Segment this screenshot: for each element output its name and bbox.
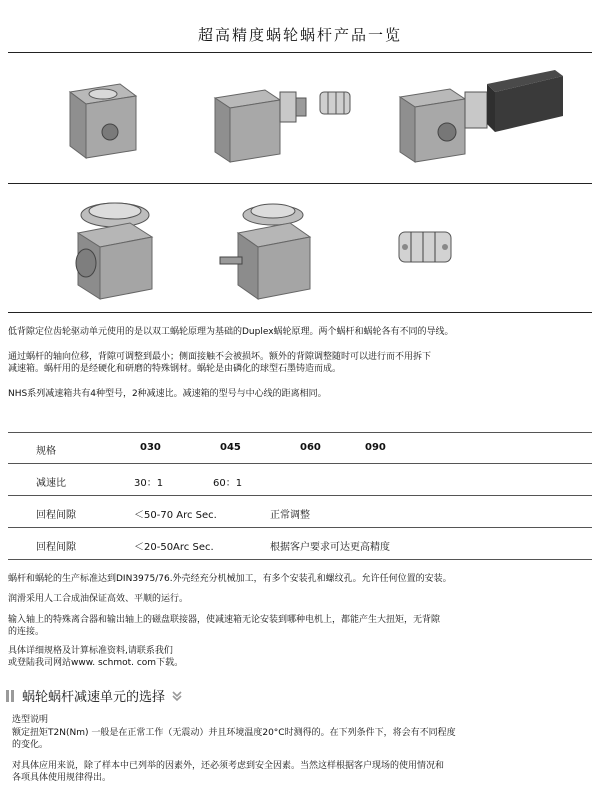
selection-paragraph-2a: 对具体应用来说，除了样本中已列举的因素外，还必须考虑到安全因素。当然这样根据客户现场的使用情况和	[12, 761, 445, 771]
page-title: 超高精度蜗轮蜗杆产品一览	[197, 26, 402, 44]
spec-label: 规格	[36, 446, 56, 457]
note-4a: 具体详细规格及计算标准资料,请联系我们	[8, 646, 173, 656]
spec-value: 060	[300, 442, 321, 453]
intro-paragraph-2b: 减速箱。蜗杆用的是经硬化和研磨的特殊钢材。蜗轮是由磷化的球型石墨铸造而成。	[8, 364, 342, 374]
spec-label: 减速比	[36, 478, 66, 489]
note-3b: 的连接。	[8, 627, 45, 637]
spec-value: 正常调整	[270, 510, 310, 521]
spec-table-bottom-border	[8, 559, 592, 560]
intro-paragraph-1: 低背隙定位齿轮驱动单元使用的是以双工蜗轮原理为基础的Duplex蜗轮原理。两个蜗杆和蜗轮各有不同的导线。	[8, 327, 454, 337]
spec-row-backlash-high	[8, 532, 592, 556]
double-chevron-down-icon	[171, 690, 183, 702]
spec-row-divider	[8, 527, 592, 528]
product-gearbox-shaft	[218, 193, 328, 303]
intro-paragraph-2a: 通过蜗杆的轴向位移，背隙可调整到最小；侧面接触不会被损坏。额外的背隙调整随时可以进行而不用拆下	[8, 352, 432, 362]
spec-row-size	[8, 436, 592, 460]
product-gearbox-flange	[60, 193, 170, 303]
note-4b: 或登陆我司网站www. schmot. com下载。	[8, 658, 184, 668]
selection-paragraph-2b: 各项具体使用规律得出。	[12, 773, 112, 783]
spec-value: ＜50-70 Arc Sec.	[134, 510, 217, 521]
selection-paragraph-1a: 额定扭矩T2N(Nm) 一般是在正常工作（无震动）并且环境温度20°C时测得的。在下列条件下，将会有不同程度	[12, 728, 456, 738]
spec-row-divider	[8, 495, 592, 496]
product-coupling	[395, 224, 455, 274]
spec-value: 030	[140, 442, 161, 453]
spec-value: 090	[365, 442, 386, 453]
intro-paragraph-3: NHS系列减速箱共有4种型号，2种减速比。减速箱的型号与中心线的距离相同。	[8, 389, 327, 399]
section-bars-icon	[6, 690, 14, 702]
selection-subtitle: 选型说明	[12, 715, 49, 725]
spec-table-top-border	[8, 432, 592, 433]
spec-label: 回程间隙	[36, 510, 76, 521]
spec-value: 045	[220, 442, 241, 453]
note-3a: 输入轴上的特殊离合器和输出轴上的磁盘联接器，使减速箱无论安装到哪种电机上，都能产生大扭矩，无背隙	[8, 615, 441, 625]
spec-row-divider	[8, 463, 592, 464]
product-gearbox-shaft-coupling	[210, 78, 360, 168]
spec-value: 30：1	[134, 478, 164, 489]
spec-value: ＜20-50Arc Sec.	[134, 542, 214, 553]
selection-title: 蜗轮蜗杆减速单元的选择	[22, 690, 166, 705]
spec-label: 回程间隙	[36, 542, 76, 553]
intro-divider	[8, 312, 592, 313]
spec-row-ratio	[8, 468, 592, 492]
selection-section-header	[6, 686, 183, 705]
title-divider	[8, 52, 592, 53]
spec-value: 根据客户要求可达更高精度	[270, 542, 390, 553]
product-gearbox-top	[60, 72, 140, 162]
selection-paragraph-1b: 的变化。	[12, 740, 49, 750]
spec-value: 60：1	[213, 478, 243, 489]
products-divider	[8, 183, 592, 184]
product-gearbox-with-motor	[395, 62, 565, 172]
note-1: 蜗杆和蜗轮的生产标准达到DIN3975/76.外壳经充分机械加工，有多个安装孔和螺纹孔。允许任何位置的安装。	[8, 574, 452, 584]
spec-row-backlash-normal	[8, 500, 592, 524]
note-2: 润滑采用人工合成油保证高效、平顺的运行。	[8, 594, 189, 604]
